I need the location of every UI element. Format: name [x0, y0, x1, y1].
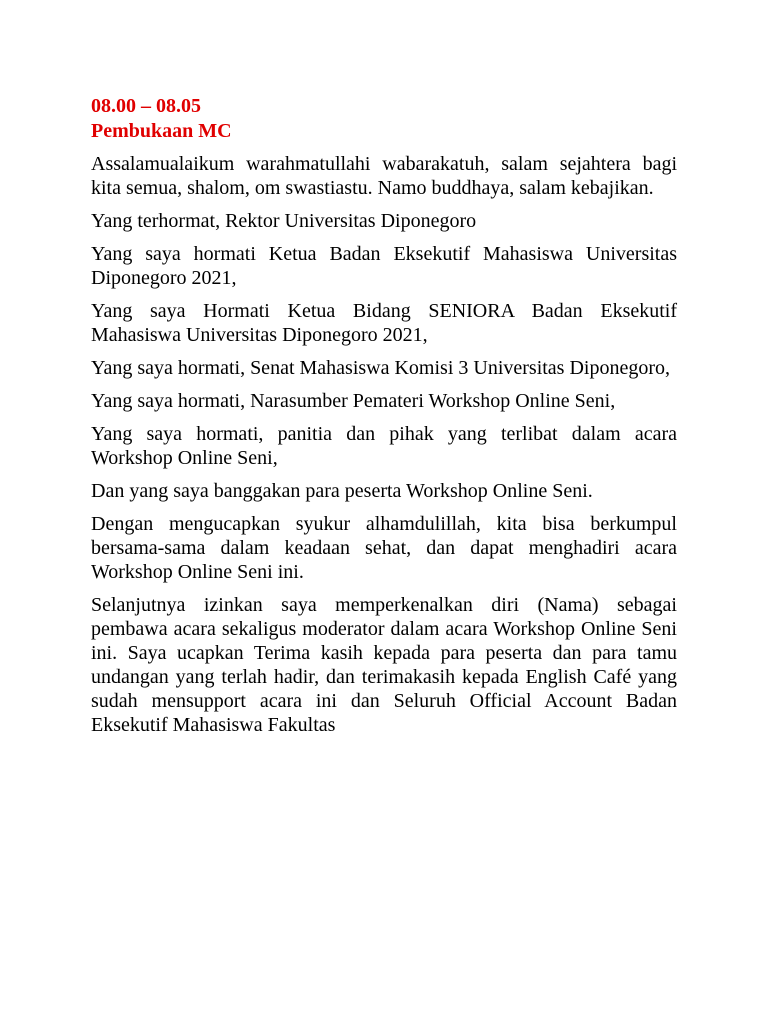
- time-range: 08.00 – 08.05: [91, 95, 201, 117]
- paragraph-peserta: Dan yang saya banggakan para peserta Workshop Online Seni.: [91, 480, 593, 502]
- section-title: Pembukaan MC: [91, 120, 232, 142]
- paragraph-panitia: Yang saya hormati, panitia dan pihak yang terlibat dalam acara Workshop Online Seni,: [91, 423, 677, 469]
- section-heading: [91, 94, 677, 144]
- document-page: [91, 94, 677, 746]
- paragraph-rektor: Yang terhormat, Rektor Universitas Diponegoro: [91, 210, 477, 232]
- paragraph-ketua-bem: Yang saya hormati Ketua Badan Eksekutif Mahasiswa Universitas Diponegoro 2021,: [91, 243, 677, 289]
- paragraph-syukur: Dengan mengucapkan syukur alhamdulillah, kita bisa berkumpul bersama-sama dalam keadaan sehat, dan dapat menghadiri acara Workshop Online Seni ini.: [91, 513, 677, 583]
- paragraph-perkenalan: Selanjutnya izinkan saya memperkenalkan diri (Nama) sebagai pembawa acara sekaligus moderator dalam acara Workshop Online Seni ini. Saya ucapkan Terima kasih kepada para peserta dan para tamu undangan yang terlah hadir, dan terimakasih kepada English Café yang sudah mensupport acara ini dan Seluruh Official Account Badan Eksekutif Mahasiswa Fakultas: [91, 594, 677, 736]
- paragraph-greeting: Assalamualaikum warahmatullahi wabarakatuh, salam sejahtera bagi kita semua, shalom, om swastiastu. Namo buddhaya, salam kebajikan.: [91, 153, 677, 199]
- paragraph-senat: Yang saya hormati, Senat Mahasiswa Komisi 3 Universitas Diponegoro,: [91, 357, 671, 379]
- paragraph-ketua-seniora: Yang saya Hormati Ketua Bidang SENIORA Badan Eksekutif Mahasiswa Universitas Diponegoro 2021,: [91, 300, 677, 346]
- paragraph-narasumber: Yang saya hormati, Narasumber Pemateri Workshop Online Seni,: [91, 390, 616, 412]
